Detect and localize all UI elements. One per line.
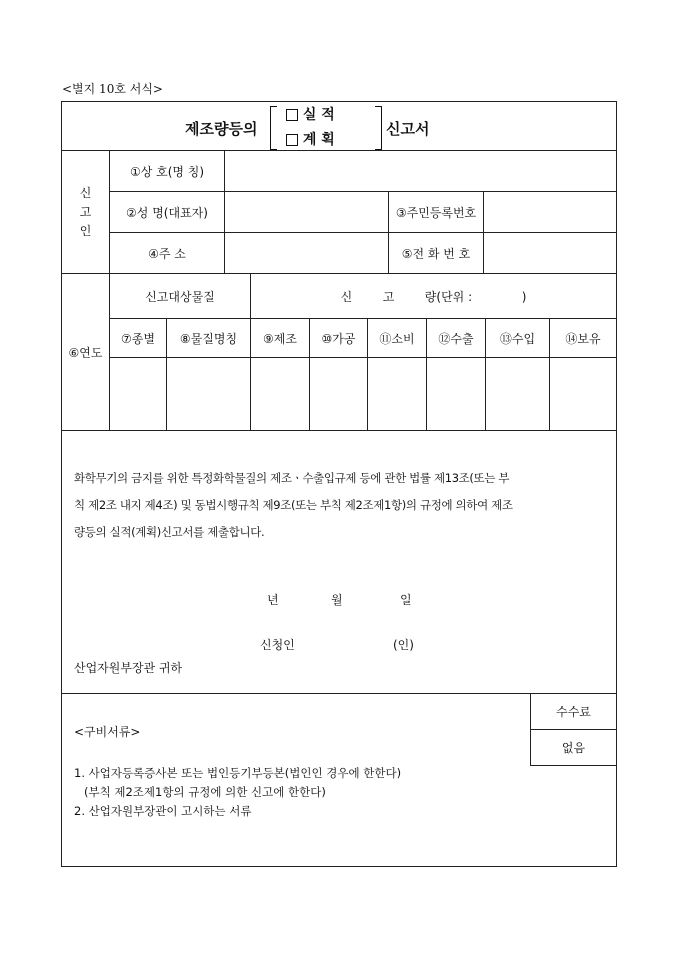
form-reference: <별지 10호 서식> — [62, 82, 163, 96]
phone-label: ⑤전 화 번 호 — [401, 246, 471, 261]
type-field[interactable] — [110, 358, 166, 430]
attachment-item-1: 1. 사업자등록증사본 또는 법인등기부등본(법인인 경우에 한한다) — [74, 766, 402, 780]
attachment-item-1-note: (부칙 제2조제1항의 규정에 의한 신고에 한한다) — [84, 785, 326, 799]
holding-field[interactable] — [550, 358, 616, 430]
name-label: ①상 호(명 칭) — [129, 164, 205, 179]
column-manufacture: ⑨제조 — [263, 331, 297, 346]
right-bracket — [375, 106, 382, 150]
fee-value: 없음 — [561, 741, 586, 755]
reporter-group-label: 신 고 인 — [79, 185, 92, 238]
attachments-heading: <구비서류> — [74, 725, 141, 739]
processing-field[interactable] — [310, 358, 367, 430]
option-plan[interactable]: 계 획 — [286, 129, 335, 149]
substance-name-field[interactable] — [167, 358, 250, 430]
title-suffix: 신고서 — [386, 120, 430, 138]
statement-line-2: 칙 제2조 내지 제4조) 및 동법시행규칙 제9조(또는 부칙 제2조제1항)의 규정에 의하여 제조 — [74, 498, 513, 512]
representative-label: ②성 명(대표자) — [126, 205, 208, 220]
column-processing: ⑩가공 — [321, 331, 356, 346]
column-holding: ⑭보유 — [565, 331, 601, 346]
year-label: ⑥연도 — [68, 345, 103, 360]
attachment-item-2: 2. 산업자원부장관이 고시하는 서류 — [74, 804, 252, 818]
plan-checkbox[interactable] — [286, 134, 298, 146]
addressee: 산업자원부장관 귀하 — [74, 661, 183, 675]
address-field[interactable] — [225, 233, 388, 273]
report-quantity-header: 신 고 량(단위 : ) — [340, 289, 527, 304]
actual-checkbox[interactable] — [286, 109, 298, 121]
column-export: ⑫수출 — [438, 331, 474, 346]
fee-label: 수수료 — [556, 705, 591, 719]
seal-label: (인) — [393, 638, 414, 652]
statement-line-3: 량등의 실적(계획)신고서를 제출합니다. — [74, 525, 265, 539]
applicant-label: 신청인 — [260, 638, 295, 652]
representative-field[interactable] — [225, 192, 388, 232]
consumption-field[interactable] — [368, 358, 426, 430]
option-actual[interactable]: 실 적 — [286, 104, 335, 124]
phone-field[interactable] — [484, 233, 616, 273]
target-substance-header: 신고대상물질 — [145, 289, 215, 304]
date-year-label: 년 — [267, 593, 279, 607]
address-label: ④주 소 — [148, 246, 186, 261]
column-consumption: ⑪소비 — [379, 331, 415, 346]
left-bracket — [270, 106, 277, 150]
date-month-label: 월 — [331, 593, 343, 607]
resident-no-field[interactable] — [484, 192, 616, 232]
column-substance-name: ⑧물질명칭 — [179, 331, 238, 346]
manufacture-field[interactable] — [251, 358, 309, 430]
resident-no-label: ③주민등록번호 — [395, 205, 477, 220]
title-prefix: 제조량등의 — [185, 120, 258, 138]
date-day-label: 일 — [400, 593, 412, 607]
name-field[interactable] — [225, 151, 616, 191]
column-import: ⑬수입 — [499, 331, 536, 346]
import-field[interactable] — [486, 358, 549, 430]
statement-line-1: 화학무기의 금지를 위한 특정화학물질의 제조ㆍ수출입규제 등에 관한 법률 제13조(또는 부 — [74, 471, 510, 485]
column-type: ⑦종별 — [121, 331, 155, 346]
year-field[interactable] — [62, 358, 109, 430]
export-field[interactable] — [427, 358, 485, 430]
